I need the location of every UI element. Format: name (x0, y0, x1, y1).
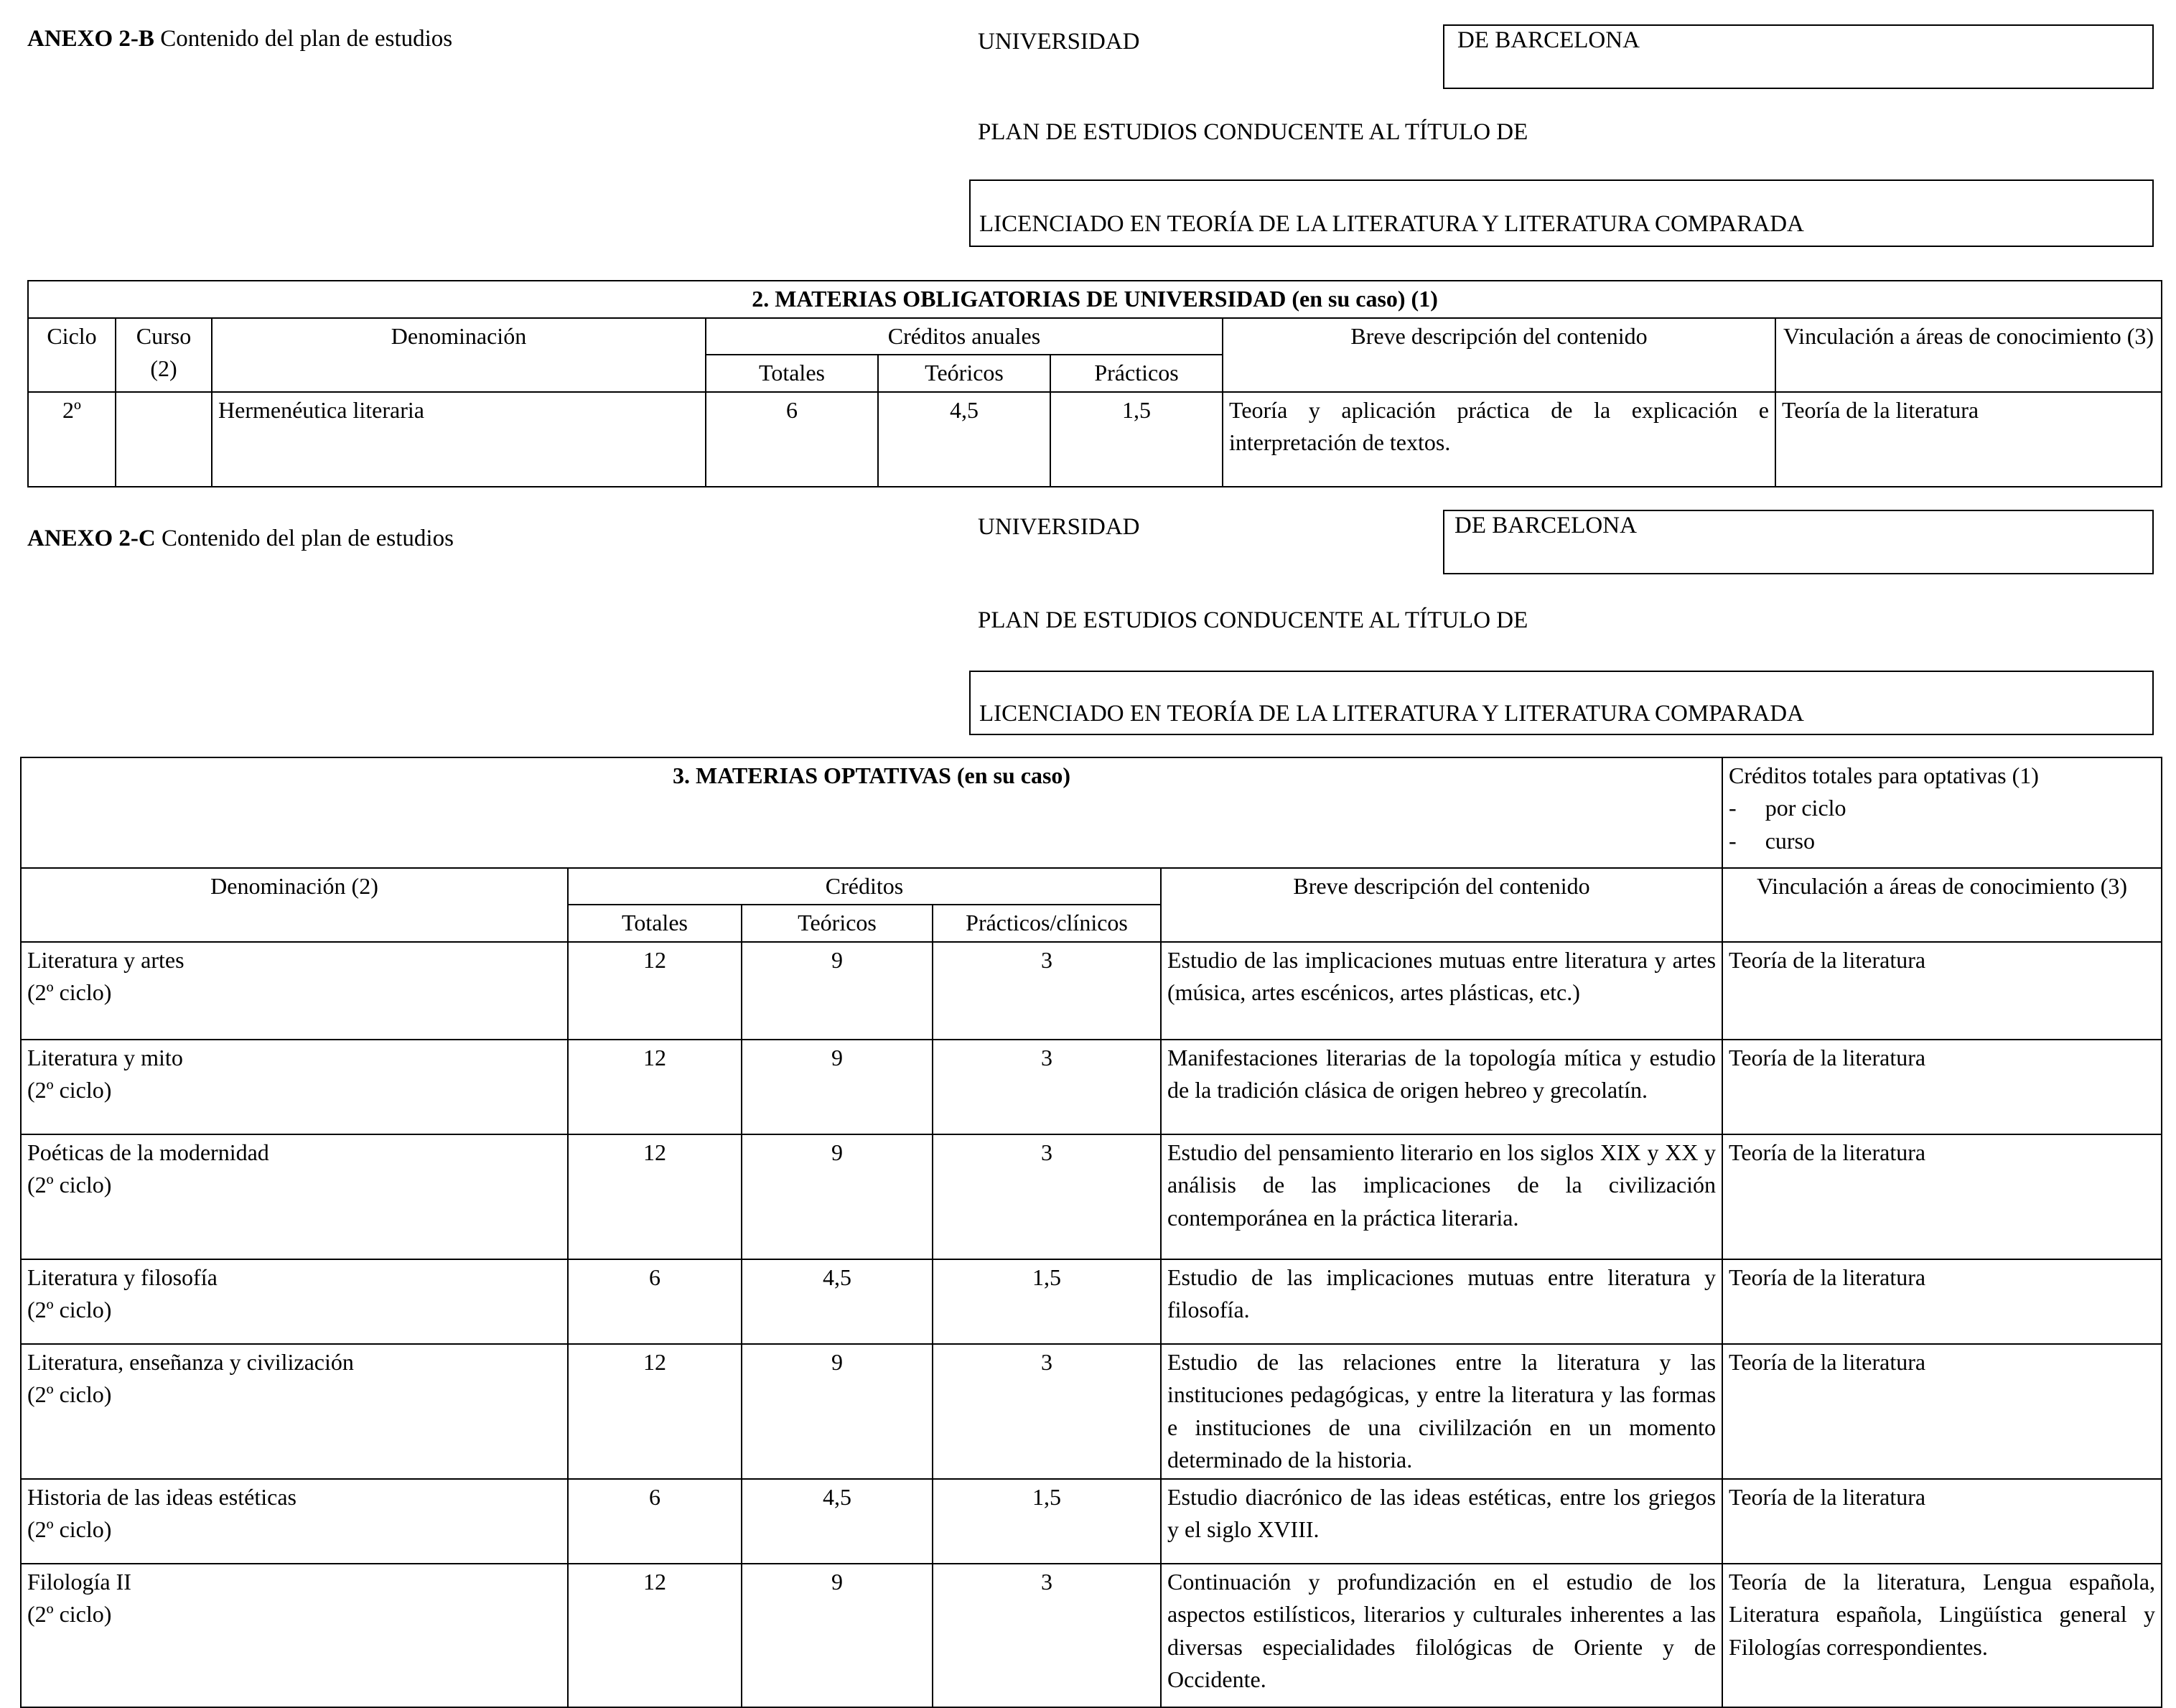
universidad-box-b (1443, 24, 2154, 89)
row-practicos: 3 (933, 1564, 1161, 1707)
table-row (21, 1134, 2162, 1259)
row-denominacion-cell (21, 1040, 568, 1134)
materias-optativas-table (20, 757, 2162, 1708)
row-denominacion-cell (21, 1259, 568, 1344)
row-practicos: 1,5 (1050, 392, 1223, 487)
anexo-b-code: ANEXO 2-B (27, 26, 154, 52)
row-descripcion: Estudio de las implicaciones mutuas entre literatura y artes (música, artes escénicos, artes plásticas, etc.) (1161, 942, 1722, 1040)
row-vinculacion: Teoría de la literatura (1722, 1259, 2162, 1344)
row-teoricos: 9 (742, 1344, 933, 1479)
row-teoricos: 4,5 (742, 1259, 933, 1344)
row-ciclo: (2º ciclo) (27, 1516, 112, 1543)
row-totales: 12 (568, 1344, 742, 1479)
row-descripcion: Estudio de las implicaciones mutuas entre literatura y filosofía. (1161, 1259, 1722, 1344)
header-practicos: Prácticos (1050, 355, 1223, 391)
row-denominacion-cell (21, 1134, 568, 1259)
row-vinculacion: Teoría de la literatura (1722, 1344, 2162, 1479)
header-teoricos: Teóricos (878, 355, 1050, 391)
plan-label-c: PLAN DE ESTUDIOS CONDUCENTE AL TÍTULO DE (978, 607, 1528, 633)
anexo-c-label (27, 526, 454, 552)
row-denominacion: Literatura, enseñanza y civilización (27, 1348, 354, 1375)
table-row (21, 1040, 2162, 1134)
anexo-b-title: Contenido del plan de estudios (160, 26, 453, 52)
header-curso (116, 318, 212, 392)
table-row (28, 392, 2162, 487)
row-practicos: 3 (933, 1040, 1161, 1134)
universidad-label-b: UNIVERSIDAD (978, 29, 1140, 55)
row-practicos: 3 (933, 942, 1161, 1040)
row-teoricos: 9 (742, 1564, 933, 1707)
row-totales: 6 (568, 1259, 742, 1344)
row-teoricos: 9 (742, 1134, 933, 1259)
row-teoricos: 9 (742, 1040, 933, 1134)
header-ciclo: Ciclo (28, 318, 116, 392)
row-vinculacion: Teoría de la literatura (1722, 1479, 2162, 1564)
titulo-c: LICENCIADO EN TEORÍA DE LA LITERATURA Y LITERATURA COMPARADA (979, 701, 1804, 727)
row-practicos: 3 (933, 1134, 1161, 1259)
row-totales: 12 (568, 1564, 742, 1707)
creditos-totales-optativas (1722, 757, 2162, 868)
table3-title: 3. MATERIAS OPTATIVAS (en su caso) (21, 757, 1722, 868)
table-row (21, 1344, 2162, 1479)
row-denominacion: Literatura y artes (27, 946, 185, 973)
header-teoricos: Teóricos (742, 905, 933, 941)
row-denominacion: Poéticas de la modernidad (27, 1139, 269, 1165)
row-ciclo: (2º ciclo) (27, 1297, 112, 1323)
row-totales: 12 (568, 1134, 742, 1259)
header-vinculacion: Vinculación a áreas de conocimiento (3) (1775, 318, 2162, 392)
titulo-box-c (969, 671, 2154, 735)
row-curso (116, 392, 212, 487)
universidad-label-c: UNIVERSIDAD (978, 514, 1140, 540)
row-descripcion: Estudio de las relaciones entre la literatura y las instituciones pedagógicas, y entre la literatura y las formas e instituciones de una civililzación en un momento determinado de la historia. (1161, 1344, 1722, 1479)
titulo-b: LICENCIADO EN TEORÍA DE LA LITERATURA Y LITERATURA COMPARADA (979, 211, 1804, 237)
row-denominacion: Hermenéutica literaria (212, 392, 706, 487)
row-teoricos: 4,5 (878, 392, 1050, 487)
universidad-value-c: DE BARCELONA (1454, 513, 1637, 538)
titulo-box-b (969, 179, 2154, 247)
plan-label-b: PLAN DE ESTUDIOS CONDUCENTE AL TÍTULO DE (978, 119, 1528, 145)
header-descripcion: Breve descripción del contenido (1223, 318, 1775, 392)
row-descripcion: Estudio del pensamiento literario en los siglos XIX y XX y análisis de las implicaciones de la civilización contemporánea en la práctica literaria. (1161, 1134, 1722, 1259)
table-row (21, 1564, 2162, 1707)
header-vinculacion: Vinculación a áreas de conocimiento (3) (1722, 868, 2162, 942)
creditos-curso: - curso (1729, 827, 1815, 854)
anexo-c-title: Contenido del plan de estudios (162, 526, 454, 551)
row-denominacion: Literatura y mito (27, 1044, 183, 1070)
row-denominacion-cell (21, 1479, 568, 1564)
row-vinculacion: Teoría de la literatura, Lengua española, Literatura española, Lingüística general y Filologías correspondientes. (1722, 1564, 2162, 1707)
row-teoricos: 4,5 (742, 1479, 933, 1564)
row-ciclo: (2º ciclo) (27, 1077, 112, 1103)
materias-obligatorias-table (27, 280, 2162, 487)
header-denominacion: Denominación (2) (21, 868, 568, 942)
row-ciclo: 2º (28, 392, 116, 487)
optativas-rows (21, 942, 2162, 1707)
header-totales: Totales (706, 355, 878, 391)
table-row (21, 1479, 2162, 1564)
header-creditos-anuales: Créditos anuales (706, 318, 1223, 355)
creditos-por-ciclo: - por ciclo (1729, 795, 1846, 821)
row-totales: 6 (568, 1479, 742, 1564)
row-descripcion: Teoría y aplicación práctica de la explicación e interpretación de textos. (1223, 392, 1775, 487)
anexo-b-label (27, 26, 452, 52)
row-totales: 12 (568, 1040, 742, 1134)
row-totales: 6 (706, 392, 878, 487)
universidad-value-b: DE BARCELONA (1457, 27, 1640, 53)
header-denominacion: Denominación (212, 318, 706, 392)
table-row (21, 942, 2162, 1040)
row-vinculacion: Teoría de la literatura (1722, 1040, 2162, 1134)
row-vinculacion: Teoría de la literatura (1722, 1134, 2162, 1259)
row-practicos: 1,5 (933, 1259, 1161, 1344)
anexo-c-code: ANEXO 2-C (27, 526, 156, 551)
row-descripcion: Continuación y profundización en el estudio de los aspectos estilísticos, literarios y culturales inherentes a las diversas especialidades filológicas de Oriente y de Occidente. (1161, 1564, 1722, 1707)
header-curso-note: (2) (150, 355, 177, 382)
header-descripcion: Breve descripción del contenido (1161, 868, 1722, 942)
header-totales: Totales (568, 905, 742, 941)
row-totales: 12 (568, 942, 742, 1040)
row-ciclo: (2º ciclo) (27, 1601, 112, 1628)
row-ciclo: (2º ciclo) (27, 1381, 112, 1408)
row-vinculacion: Teoría de la literatura (1775, 392, 2162, 487)
row-practicos: 1,5 (933, 1479, 1161, 1564)
header-curso-label: Curso (136, 323, 192, 349)
row-denominacion: Filología II (27, 1568, 131, 1595)
row-ciclo: (2º ciclo) (27, 979, 112, 1006)
row-ciclo: (2º ciclo) (27, 1172, 112, 1198)
creditos-totales-heading: Créditos totales para optativas (1) (1729, 762, 2039, 788)
row-teoricos: 9 (742, 942, 933, 1040)
row-denominacion-cell (21, 1564, 568, 1707)
row-vinculacion: Teoría de la literatura (1722, 942, 2162, 1040)
header-practicos-clinicos: Prácticos/clínicos (933, 905, 1161, 941)
header-creditos: Créditos (568, 868, 1161, 905)
row-denominacion: Literatura y filosofía (27, 1264, 218, 1290)
row-denominacion-cell (21, 942, 568, 1040)
row-practicos: 3 (933, 1344, 1161, 1479)
row-denominacion: Historia de las ideas estéticas (27, 1483, 296, 1510)
row-descripcion: Manifestaciones literarias de la topología mítica y estudio de la tradición clásica de origen hebreo y grecolatín. (1161, 1040, 1722, 1134)
table2-title: 2. MATERIAS OBLIGATORIAS DE UNIVERSIDAD (en su caso) (1) (28, 281, 2162, 318)
row-descripcion: Estudio diacrónico de las ideas estéticas, entre los griegos y el siglo XVIII. (1161, 1479, 1722, 1564)
table-row (21, 1259, 2162, 1344)
universidad-box-c (1443, 510, 2154, 574)
row-denominacion-cell (21, 1344, 568, 1479)
